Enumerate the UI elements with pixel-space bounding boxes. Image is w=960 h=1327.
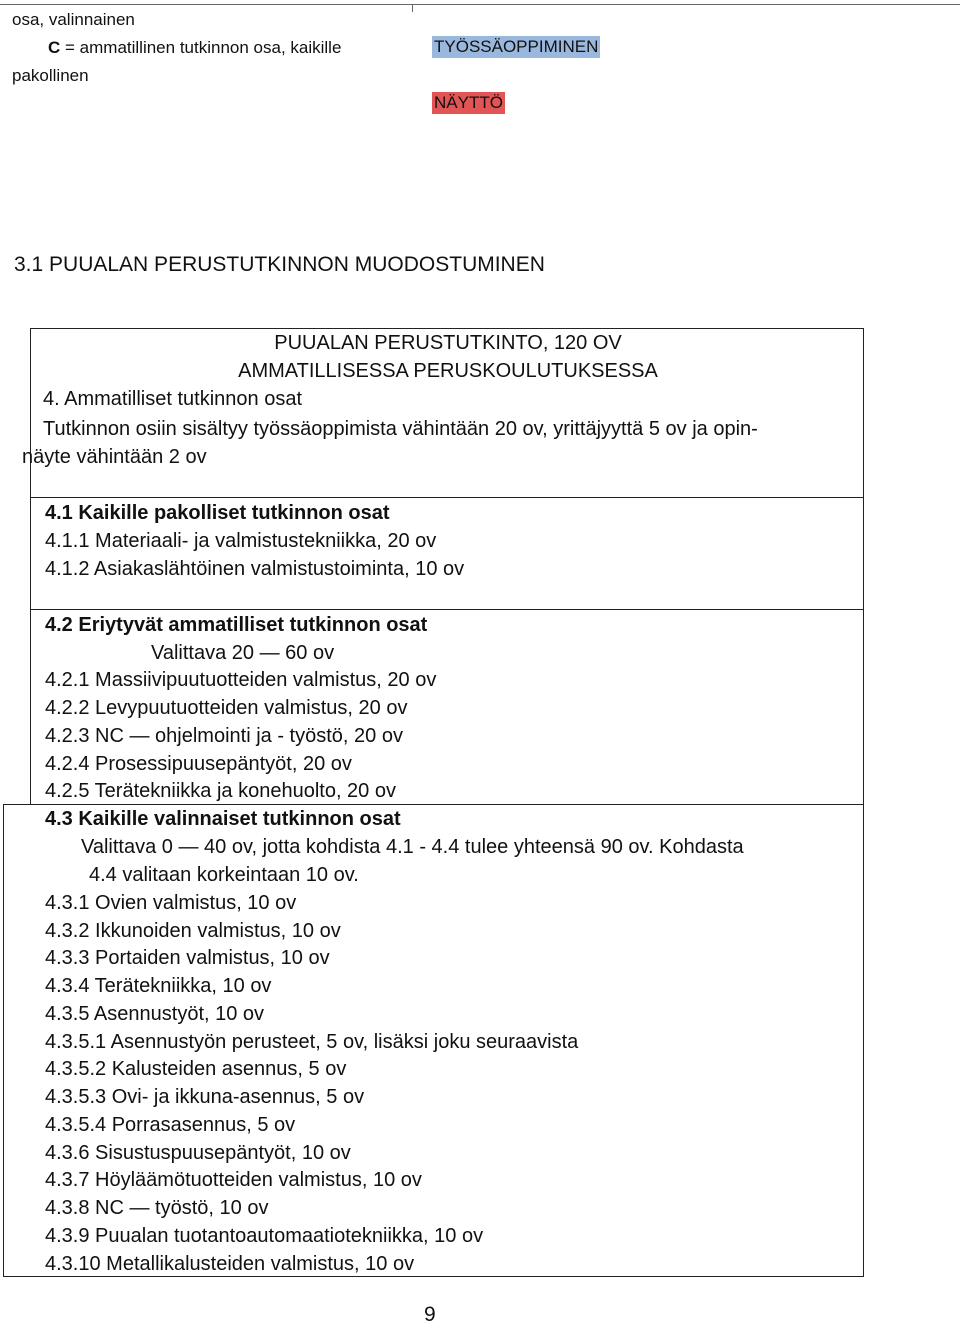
page-number: 9 [424,1303,436,1326]
list-item: 4.2.4 Prosessipuusepäntyöt, 20 ov [45,753,352,775]
mandatory-parts-box [30,497,864,610]
optional-parts-note-2: 4.4 valitaan korkeintaan 10 ov. [89,864,359,886]
tag-workplace-learning: TYÖSSÄOPPIMINEN [434,37,599,56]
legend-line-2 [48,37,341,59]
list-item: 4.3.8 NC — työstö, 10 ov [45,1197,269,1219]
optional-parts-box [3,804,864,1277]
list-item: 4.3.5 Asennustyöt, 10 ov [45,1003,265,1025]
specialized-parts-box [30,609,864,805]
optional-parts-note-1: Valittava 0 — 40 ov, jotta kohdista 4.1 - 4.4 tulee yhteensä 90 ov. Kohdasta [81,836,744,858]
list-item: 4.3.7 Höyläämötuotteiden valmistus, 10 ov [45,1169,422,1191]
legend-key-c-text: = ammatillinen tutkinnon osa, kaikille [65,38,342,57]
degree-subtitle: AMMATILLISESSA PERUSKOULUTUKSESSA [238,360,658,382]
list-item: 4.3.1 Ovien valmistus, 10 ov [45,892,297,914]
vocational-parts-heading: 4. Ammatilliset tutkinnon osat [43,388,303,410]
list-item: 4.2.3 NC — ohjelmointi ja - työstö, 20 ov [45,725,403,747]
legend-line-1: osa, valinnainen [12,10,135,29]
description-line-1: Tutkinnon osiin sisältyy työssäoppimista vähintään 20 ov, yrittäjyyttä 5 ov ja opin- [43,418,758,440]
degree-box [22,328,864,498]
optional-parts-title: 4.3 Kaikille valinnaiset tutkinnon osat [45,808,401,830]
list-item: 4.3.6 Sisustuspuusepäntyöt, 10 ov [45,1142,351,1164]
degree-title: PUUALAN PERUSTUTKINTO, 120 OV [274,332,622,354]
top-rule [0,4,960,5]
list-item: 4.3.2 Ikkunoiden valmistus, 10 ov [45,920,341,942]
legend-line-3: pakollinen [12,66,89,85]
list-item: 4.1.2 Asiakaslähtöinen valmistustoiminta, 10 ov [45,558,465,580]
list-item: 4.1.1 Materiaali- ja valmistustekniikka, 20 ov [45,530,437,552]
tag-demonstration: NÄYTTÖ [434,93,503,112]
list-item: 4.2.1 Massiivipuutuotteiden valmistus, 20 ov [45,669,437,691]
list-item: 4.3.5.1 Asennustyön perusteet, 5 ov, lisäksi joku seuraavista [45,1031,579,1053]
list-item: 4.3.5.3 Ovi- ja ikkuna-asennus, 5 ov [45,1086,365,1108]
list-item: 4.3.10 Metallikalusteiden valmistus, 10 ov [45,1253,415,1275]
list-item: 4.3.5.2 Kalusteiden asennus, 5 ov [45,1058,347,1080]
list-item: 4.3.5.4 Porrasasennus, 5 ov [45,1114,296,1136]
list-item: 4.2.2 Levypuutuotteiden valmistus, 20 ov [45,697,408,719]
top-rule-divider [412,4,413,12]
legend-key-c: C [48,38,61,57]
description-line-2: näyte vähintään 2 ov [22,446,207,468]
mandatory-parts-title: 4.1 Kaikille pakolliset tutkinnon osat [45,502,390,524]
list-item: 4.2.5 Terätekniikka ja konehuolto, 20 ov [45,780,396,802]
list-item: 4.3.4 Terätekniikka, 10 ov [45,975,272,997]
list-item: 4.3.9 Puualan tuotantoautomaatiotekniikka, 10 ov [45,1225,484,1247]
specialized-parts-title: 4.2 Eriytyvät ammatilliset tutkinnon osat [45,614,428,636]
specialized-parts-note: Valittava 20 — 60 ov [151,642,335,664]
list-item: 4.3.3 Portaiden valmistus, 10 ov [45,947,330,969]
section-heading: 3.1 PUUALAN PERUSTUTKINNON MUODOSTUMINEN [14,253,545,276]
